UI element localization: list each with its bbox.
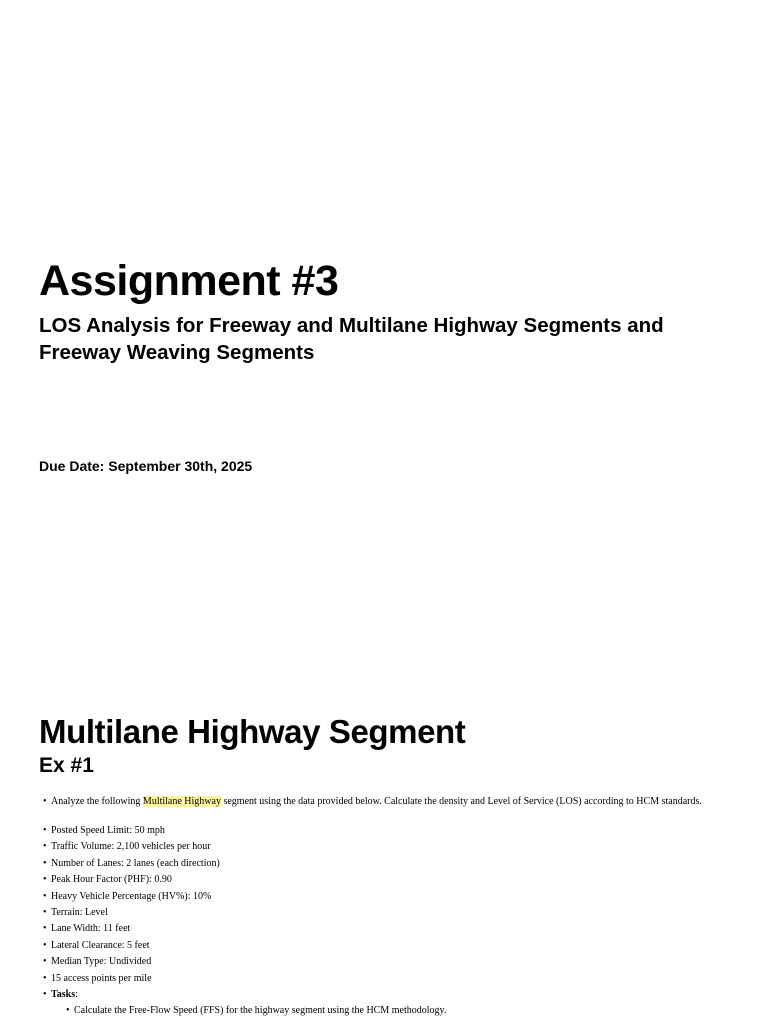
parameter-item: • Posted Speed Limit: 50 mph bbox=[43, 823, 446, 839]
assignment-title: Assignment #3 bbox=[39, 257, 339, 305]
tasks-colon: : bbox=[75, 989, 78, 1001]
parameter-item: • Traffic Volume: 2,100 vehicles per hour bbox=[43, 839, 446, 855]
parameter-item: • 15 access points per mile bbox=[43, 971, 446, 987]
parameter-item: • Number of Lanes: 2 lanes (each direction) bbox=[43, 856, 446, 872]
parameter-item: • Lateral Clearance: 5 feet bbox=[43, 938, 446, 954]
tasks-item bbox=[43, 987, 446, 1020]
task-item: • Calculate the Free-Flow Speed (FFS) for the highway segment using the HCM methodology. bbox=[66, 1003, 446, 1019]
parameter-item: • Terrain: Level bbox=[43, 905, 446, 921]
intro-text-after: segment using the data provided below. Calculate the density and Level of Service (LOS) according to HCM standards. bbox=[220, 796, 702, 807]
parameter-item: • Lane Width: 11 feet bbox=[43, 921, 446, 937]
intro-text-before: Analyze the following bbox=[51, 796, 143, 807]
due-date: Due Date: September 30th, 2025 bbox=[39, 458, 253, 474]
tasks-label: Tasks bbox=[51, 989, 76, 1001]
intro-item bbox=[43, 794, 702, 810]
parameter-item: • Peak Hour Factor (PHF): 0.90 bbox=[43, 872, 446, 888]
intro-list bbox=[43, 794, 702, 810]
assignment-subtitle: LOS Analysis for Freeway and Multilane Highway Segments and Freeway Weaving Segments bbox=[39, 314, 664, 364]
parameter-item: • Median Type: Undivided bbox=[43, 954, 446, 970]
example-title: Ex #1 bbox=[39, 754, 94, 777]
section-title: Multilane Highway Segment bbox=[39, 713, 466, 750]
parameters-list bbox=[43, 823, 446, 1020]
tasks-list bbox=[51, 1003, 446, 1019]
parameter-item: • Heavy Vehicle Percentage (HV%): 10% bbox=[43, 889, 446, 905]
highlighted-term: Multilane Highway bbox=[142, 796, 221, 807]
